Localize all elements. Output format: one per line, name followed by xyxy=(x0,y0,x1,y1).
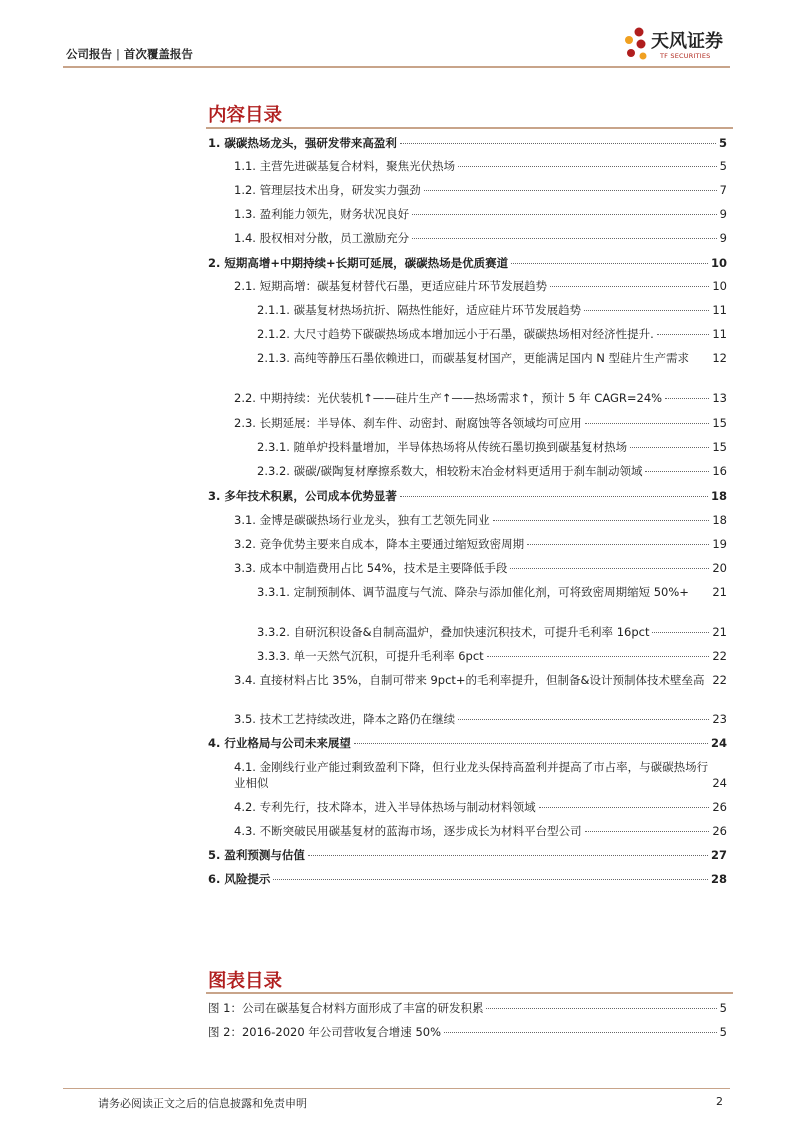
toc-entry-3-3-3[interactable]: 3.3.3. 单一天然气沉积，可提升毛利率 6pct 22 xyxy=(257,649,727,663)
toc-entry-3-5[interactable]: 3.5. 技术工艺持续改进，降本之路仍在继续 23 xyxy=(234,712,727,726)
report-type-header xyxy=(66,46,193,62)
logo-mark-icon xyxy=(624,25,650,65)
toc-entry-1[interactable]: 1. 碳碳热场龙头，强研发带来高盈利 5 xyxy=(208,136,727,150)
toc-entry-3[interactable]: 3. 多年技术积累，公司成本优势显著 18 xyxy=(208,489,727,503)
logo-chinese-name: 天风证券 xyxy=(651,31,723,52)
toc-entry-3-2[interactable]: 3.2. 竞争优势主要来自成本，降本主要通过缩短致密周期 19 xyxy=(234,537,727,551)
toc-entry-2-1-2[interactable]: 2.1.2. 大尺寸趋势下碳碳热场成本增加远小于石墨，碳碳热场相对经济性提升. 11 xyxy=(257,327,727,341)
toc-entry-2[interactable]: 2. 短期高增+中期持续+长期可延展，碳碳热场是优质赛道 10 xyxy=(208,256,727,270)
toc-entry-4-1[interactable]: 4.1. 金刚线行业产能过剩致盈利下降，但行业龙头保持高盈利并提高了市占率，与碳碳热场行业相似 24 xyxy=(234,760,727,790)
report-subtype: 首次覆盖报告 xyxy=(123,47,193,61)
toc-title: 内容目录 xyxy=(208,105,283,126)
toc-entry-3-3[interactable]: 3.3. 成本中制造费用占比 54%，技术是主要降低手段 20 xyxy=(234,561,727,575)
header-separator: | xyxy=(116,47,120,61)
footer-disclaimer: 请务必阅读正文之后的信息披露和免责申明 xyxy=(98,1097,307,1110)
logo-english-name: TF SECURITIES xyxy=(660,52,711,60)
toc-entry-3-3-2[interactable]: 3.3.2. 自研沉积设备&自制高温炉，叠加快速沉积技术，可提升毛利率 16pct 21 xyxy=(257,625,727,639)
toc-entry-2-3-2[interactable]: 2.3.2. 碳碳/碳陶复材摩擦系数大，相较粉末冶金材料更适用于刹车制动领域 16 xyxy=(257,464,727,478)
toc-entry-2-1-3[interactable]: 2.1.3. 高纯等静压石墨依赖进口，而碳基复材国产，更能满足国内 N 型硅片生产需求 12 xyxy=(257,351,727,365)
toc-entry-1-3[interactable]: 1.3. 盈利能力领先，财务状况良好 9 xyxy=(234,207,727,221)
footer-divider xyxy=(63,1088,730,1089)
toc-entry-2-1-1[interactable]: 2.1.1. 碳基复材热场抗折、隔热性能好，适应硅片环节发展趋势 11 xyxy=(257,303,727,317)
toc-entry-3-3-1[interactable]: 3.3.1. 定制预制体、调节温度与气流、降杂与添加催化剂，可将致密周期缩短 50%+ 21 xyxy=(257,585,727,599)
toc-title-divider xyxy=(206,127,733,129)
figures-title: 图表目录 xyxy=(208,971,283,992)
toc-entry-2-3-1[interactable]: 2.3.1. 随单炉投料量增加，半导体热场将从传统石墨切换到碳基复材热场 15 xyxy=(257,440,727,454)
header-divider xyxy=(63,66,730,68)
toc-entry-4-2[interactable]: 4.2. 专利先行，技术降本，进入半导体热场与制动材料领域 26 xyxy=(234,800,727,814)
toc-entry-1-1[interactable]: 1.1. 主营先进碳基复合材料，聚焦光伏热场 5 xyxy=(234,159,727,173)
figure-entry-1[interactable]: 图 1：公司在碳基复合材料方面形成了丰富的研发积累 5 xyxy=(208,1001,727,1015)
toc-entry-1-4[interactable]: 1.4. 股权相对分散，员工激励充分 9 xyxy=(234,231,727,245)
report-type: 公司报告 xyxy=(66,47,112,61)
toc-entry-4[interactable]: 4. 行业格局与公司未来展望 24 xyxy=(208,736,727,750)
toc-entry-3-4[interactable]: 3.4. 直接材料占比 35%，自制可带来 9pct+的毛利率提升，但制备&设计预制体技术壁垒高 22 xyxy=(234,673,727,687)
toc-entry-1-2[interactable]: 1.2. 管理层技术出身，研发实力强劲 7 xyxy=(234,183,727,197)
page-number: 2 xyxy=(716,1095,723,1108)
toc-entry-2-2[interactable]: 2.2. 中期持续：光伏装机↑——硅片生产↑——热场需求↑，预计 5 年 CAGR=24% 13 xyxy=(234,391,727,405)
figure-entry-2[interactable]: 图 2：2016-2020 年公司营收复合增速 50% 5 xyxy=(208,1025,727,1039)
toc-entry-5[interactable]: 5. 盈利预测与估值 27 xyxy=(208,848,727,862)
toc-entry-6[interactable]: 6. 风险提示 28 xyxy=(208,872,727,886)
toc-entry-2-1[interactable]: 2.1. 短期高增：碳基复材替代石墨，更适应硅片环节发展趋势 10 xyxy=(234,279,727,293)
figures-title-divider xyxy=(206,992,733,994)
company-logo xyxy=(624,25,734,67)
toc-entry-3-1[interactable]: 3.1. 金博是碳碳热场行业龙头，独有工艺领先同业 18 xyxy=(234,513,727,527)
toc-entry-2-3[interactable]: 2.3. 长期延展：半导体、刹车件、动密封、耐腐蚀等各领域均可应用 15 xyxy=(234,416,727,430)
toc-entry-4-3[interactable]: 4.3. 不断突破民用碳基复材的蓝海市场，逐步成长为材料平台型公司 26 xyxy=(234,824,727,838)
